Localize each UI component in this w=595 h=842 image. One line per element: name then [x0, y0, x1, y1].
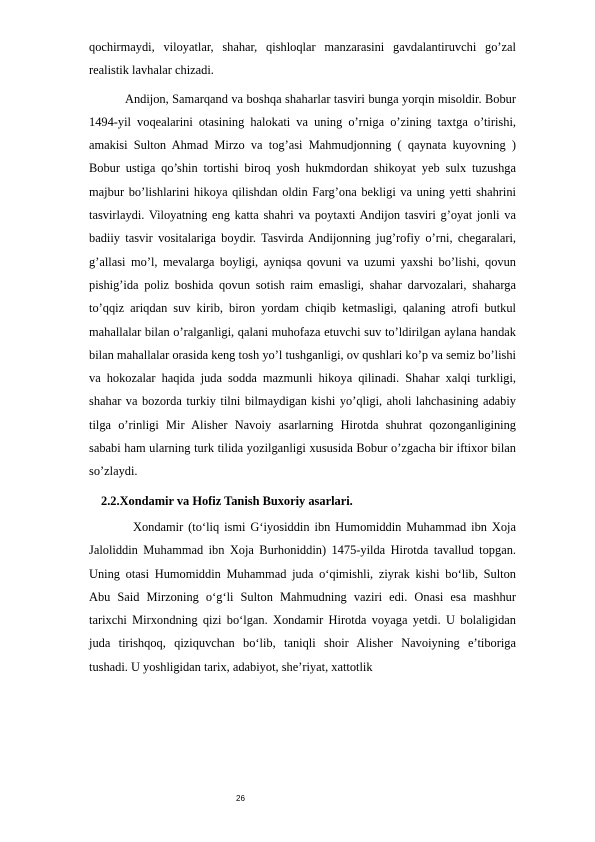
- paragraph-xondamir-biography: Xondamir (to‘liq ismi G‘iyosiddin ibn Humomiddin Muhammad ibn Xoja Jaloliddin Muhammad ibn Xoja Burhoniddin) 1475-yilda Hirotda tavallud topgan. Uning otasi Humomiddin Muhammad juda o‘qimishli, ziyrak kishi bo‘lib, Sulton Abu Said Mirzoning o‘g‘li Sulton Mahmudning vaziri edi. Onasi esa mashhur tarixchi Mirxondning qizi bo‘lgan. Xondamir Hirotda voyaga yetdi. U bolaligidan juda tirishqoq, qiziquvchan bo‘lib, taniqli shoir Alisher Navoiyning e’tiboriga tushadi. U yoshligidan tarix, adabiyot, she’riyat, xattotlik: [89, 519, 516, 674]
- document-body: [89, 36, 516, 679]
- page-number: 26: [236, 794, 245, 803]
- section-heading: 2.2.Xondamir va Hofiz Tanish Buxoriy asarlari.: [101, 493, 353, 508]
- paragraph-continuation: qochirmaydi, viloyatlar, shahar, qishloqlar manzarasini gavdalantiruvchi go’zal realistik lavhalar chizadi.: [89, 40, 516, 78]
- paragraph-andijon-description: Andijon, Samarqand va boshqa shaharlar tasviri bunga yorqin misoldir. Bobur 1494-yil voqealarini otasining halokati va uning o’rniga o’zining taxtga o’tirishi, amakisi Sulton Ahmad Mirzo va tog’asi Mahmudjonning ( qaynata kuyovning ) Bobur ustiga qo’shin tortishi biroq yosh hukmdordan shikoyat yeb sulx tuzushga majbur bo’lishlarini hikoya qilishdan oldin Farg’ona bekligi va uning yetti shahrini tasvirlaydi. Viloyatning eng katta shahri va poytaxti Andijon tasviri g’oyat jonli va badiiy tasvir vositalariga boydir. Tasvirda Andijonning jug’rofiy o’rni, chegaralari, g’allasi mo’l, mevalarga boyligi, ayniqsa qovuni va uzumi yaxshi bo’lishi, qovun pishig’ida poliz boshida qovun sotish raim emasligi, shahar darvozalari, shaharga to’qqiz ariqdan suv kirib, biron yordam chiqib ketmasligi, qalaning atrofi butkul mahallalar bilan o’ralganligi, qalani muhofaza etuvchi suv to’ldirilgan aylana handak bilan mahallalar orasida keng tosh yo’l tushganligi, ov qushlari ko’p va semiz bo’lishi va hokozalar haqida juda sodda mazmunli hikoya qilinadi. Shahar xalqi turkligi, shahar va bozorda turkiy tilni bilmaydigan kishi yo’qligi, aholi lahchasining adabiy tilga o’rinligi Mir Alisher Navoiy asarlarning Hirotda shuhrat qozonganligining sababi ham ularning turk tilida yozilganligi xususida Bobur o’zgacha bir iftixor bilan so’zlaydi.: [89, 91, 516, 479]
